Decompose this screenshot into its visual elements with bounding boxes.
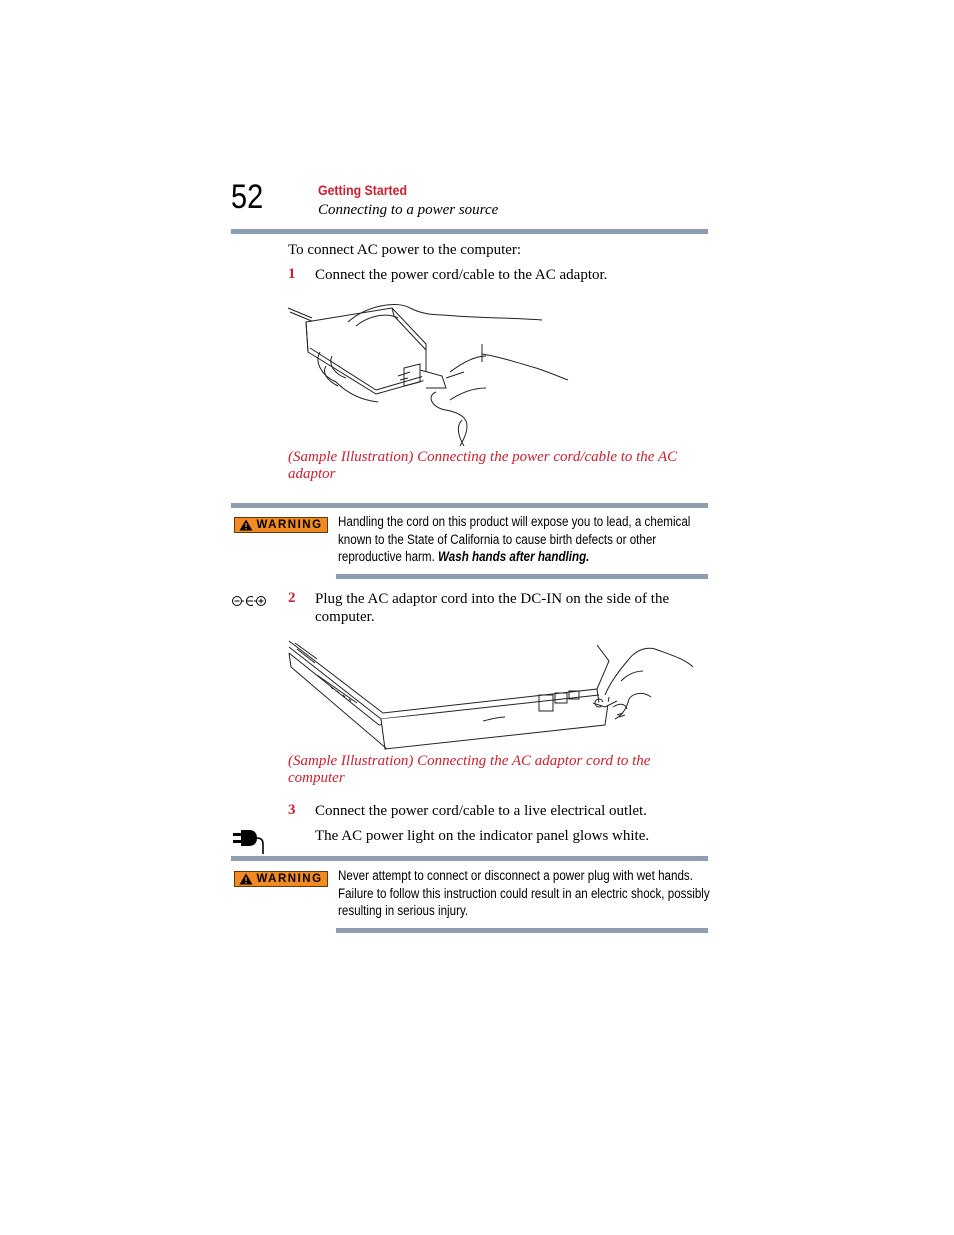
step-text-2: Plug the AC adaptor cord into the DC-IN on the side of the computer. [315,591,670,625]
caption-computer: (Sample Illustration) Connecting the AC adaptor cord to the computer [288,753,651,786]
warning-2-top-rule [231,856,708,861]
header-rule [231,229,708,234]
intro-text: To connect AC power to the computer: [288,242,522,258]
step-number-3: 3 [288,802,296,818]
power-plug-icon [233,829,267,855]
warning-triangle-icon [239,519,253,531]
step-text-3: Connect the power cord/cable to a live electrical outlet. [315,803,647,819]
warning-text-2: Never attempt to connect or disconnect a power plug with wet hands. Failure to follow this instruction could result in an electric shock, possibly resulting in serious injury. [338,868,710,918]
result-text: The AC power light on the indicator panel glows white. [315,828,650,844]
warning-text-1 [338,513,712,566]
warning-triangle-icon [239,873,253,885]
warning-text-1-body: Handling the cord on this product will expose you to lead, a chemical known to the State of California to cause birth defects or other reproductive harm. [338,514,691,564]
warning-text-1-emphasis: Wash hands after handling. [438,549,590,564]
warning-label-1: WARNING [256,519,323,531]
ac-adaptor-illustration [286,296,576,452]
warning-2-bottom-rule [336,928,708,933]
warning-badge-1 [234,517,328,533]
chapter-title: Getting Started [318,182,407,198]
warning-label-2: WARNING [256,873,323,885]
laptop-dc-in-illustration [287,637,697,755]
warning-badge-2 [234,871,328,887]
caption-adaptor: (Sample Illustration) Connecting the power cord/cable to the AC adaptor [288,449,678,482]
step-number-1: 1 [288,266,296,282]
section-title: Connecting to a power source [318,202,499,218]
page-number: 52 [231,178,264,216]
warning-1-top-rule [231,503,708,508]
step-text-1: Connect the power cord/cable to the AC adaptor. [315,267,608,283]
dc-in-icon [231,594,267,608]
warning-1-bottom-rule [336,574,708,579]
step-number-2: 2 [288,590,296,606]
